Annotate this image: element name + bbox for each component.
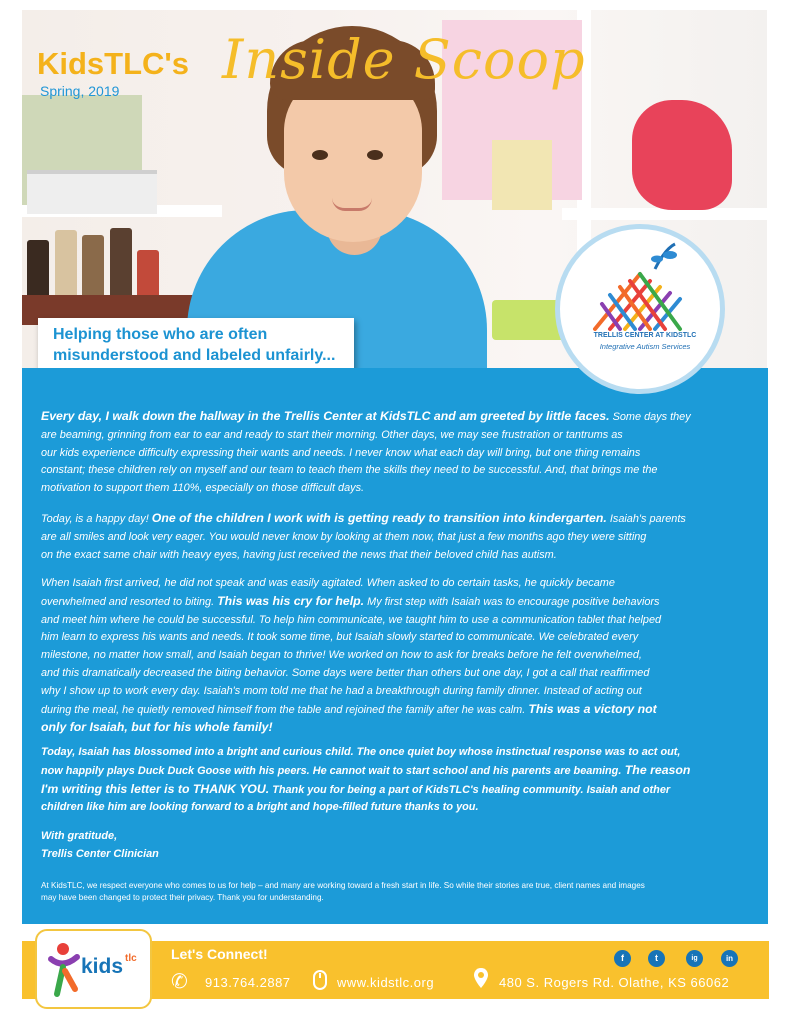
p3-emphasis: This was a victory not	[528, 701, 657, 716]
logo-name: TRELLIS CENTER AT KIDSTLC	[593, 332, 697, 339]
p3-text: and meet him where he could be successful. To help him communicate, we taught him to use a communication tablet that helped	[41, 613, 662, 626]
kidstlc-logo[interactable]	[35, 929, 152, 1009]
p4-text: now happily plays Duck Duck Goose with his peers. He cannot wait to start school and his parents are beaming.	[41, 764, 622, 777]
p3-emphasis: only for Isaiah, but for his whole family!	[41, 720, 273, 735]
p1-lead: Every day, I walk down the hallway in the Trellis Center at KidsTLC and am greeted by little faces.	[41, 409, 610, 423]
p3-text: him learn to express his wants and needs. It took some time, but Isaiah slowly started to communicate. We celebrated every	[41, 631, 639, 644]
address: 480 S. Rogers Rd. Olathe, KS 66062	[499, 975, 730, 990]
mouse-icon	[313, 970, 327, 990]
location-pin-icon	[473, 967, 489, 989]
notebook	[492, 140, 552, 210]
signature: Trellis Center Clinician	[41, 847, 159, 860]
p1-text: Some days they	[609, 411, 691, 423]
logo-tlc: tlc	[125, 953, 137, 964]
paragraph-2	[41, 510, 746, 564]
p2-text: on the exact same chair with heavy eyes, having just received the news that their beloved child has autism.	[41, 548, 557, 561]
p1-text: constant; these children rely on myself and our team to teach them the skills they need to be successful. And, that brings me the	[41, 464, 658, 477]
instagram-icon[interactable]: ig	[686, 950, 703, 967]
p4-text: children like him are looking forward to a bright and hope-filled future thanks to you.	[41, 801, 479, 814]
website-link[interactable]: www.kidstlc.org	[337, 975, 435, 990]
tagline-line1: Helping those who are often	[53, 326, 268, 343]
p4-emphasis: I'm writing this letter is to THANK YOU.	[41, 781, 270, 796]
facebook-icon[interactable]: f	[614, 950, 631, 967]
p3-text: why I show up to work every day. Isaiah's mom told me that he had a breakthrough during family dinner. Instead of acting out	[41, 684, 642, 697]
paragraph-1	[41, 408, 746, 498]
disclaimer-line: At KidsTLC, we respect everyone who comes to us for help – and many are working toward a fresh start in life. So while their stories are true, client names and images	[41, 881, 645, 890]
p3-emphasis: This was his cry for help.	[217, 593, 365, 608]
p2-lead: One of the children I work with is getting ready to transition into kindergarten.	[151, 511, 607, 525]
p2-text: Today, is a happy day!	[41, 513, 152, 525]
twitter-icon[interactable]: t	[648, 950, 665, 967]
kids-figure-icon	[45, 939, 85, 999]
p4-emphasis: The reason	[621, 762, 691, 777]
boy-eye	[312, 150, 328, 160]
issue-date: Spring, 2019	[40, 83, 120, 99]
p4-text: Thank you for being a part of KidsTLC's healing community. Isaiah and other	[269, 783, 671, 796]
brand-title: KidsTLC's	[37, 46, 190, 81]
boy-eye	[367, 150, 383, 160]
p3-text: and this dramatically decreased the biting behavior. Some days were better than others but one day, I got a call that reaffirmed	[41, 666, 650, 679]
p3-text: milestone, no matter how small, and Isaiah began to thrive! We worked on how to ask for breaks before he felt overwhelmed,	[41, 649, 642, 662]
disclaimer-line: may have been changed to protect their privacy. Thank you for understanding.	[41, 893, 324, 902]
paragraph-3	[41, 575, 746, 738]
p3-text: overwhelmed and resorted to biting.	[41, 595, 218, 608]
logo-kids: kids	[81, 955, 124, 978]
tagline-box	[38, 318, 354, 374]
logo-subtitle: Integrative Autism Services	[599, 342, 691, 351]
connect-heading: Let's Connect!	[171, 946, 268, 962]
p2-text: are all smiles and look very eager. You would never know by looking at them now, that just a few months ago they were sitting	[41, 530, 647, 543]
p3-text: My first step with Isaiah was to encourage positive behaviors	[364, 595, 660, 608]
shelf	[562, 208, 767, 220]
p2-text: Isaiah's parents	[606, 513, 686, 525]
p4-text: Today, Isaiah has blossomed into a bright and curious child. The once quiet boy whose instinctual response was to act out,	[41, 746, 681, 758]
linkedin-icon[interactable]: in	[721, 950, 738, 967]
phone-number[interactable]: 913.764.2887	[205, 975, 291, 990]
p1-text: are beaming, grinning from ear to ear and ready to start their morning. Other days, we may see frustration or tantrums as	[41, 428, 623, 441]
signoff: With gratitude,	[41, 830, 118, 842]
boxing-glove	[632, 100, 732, 210]
fence-ornament	[27, 170, 157, 214]
tagline-text	[53, 324, 335, 366]
p1-text: motivation to support them 110%, especially on those difficult days.	[41, 482, 365, 495]
newsletter-title: Inside Scoop	[222, 28, 586, 91]
disclaimer	[41, 880, 741, 904]
p1-text: our kids experience difficulty expressing their wants and needs. I never know what each day will bring, but one thing remains	[41, 446, 641, 459]
trellis-logo	[555, 224, 725, 394]
trellis-lattice-icon	[560, 229, 720, 389]
p3-text: during the meal, he quietly removed himself from the table and rejoined the family after he was calm.	[41, 703, 529, 716]
phone-icon: ✆	[171, 971, 188, 993]
paragraph-4	[41, 744, 746, 817]
signoff-block	[41, 828, 746, 864]
tagline-line2: misunderstood and labeled unfairly...	[53, 347, 336, 364]
p3-text: When Isaiah first arrived, he did not speak and was easily agitated. When asked to do certain tasks, he quickly became	[41, 577, 615, 589]
shelf	[22, 0, 767, 10]
